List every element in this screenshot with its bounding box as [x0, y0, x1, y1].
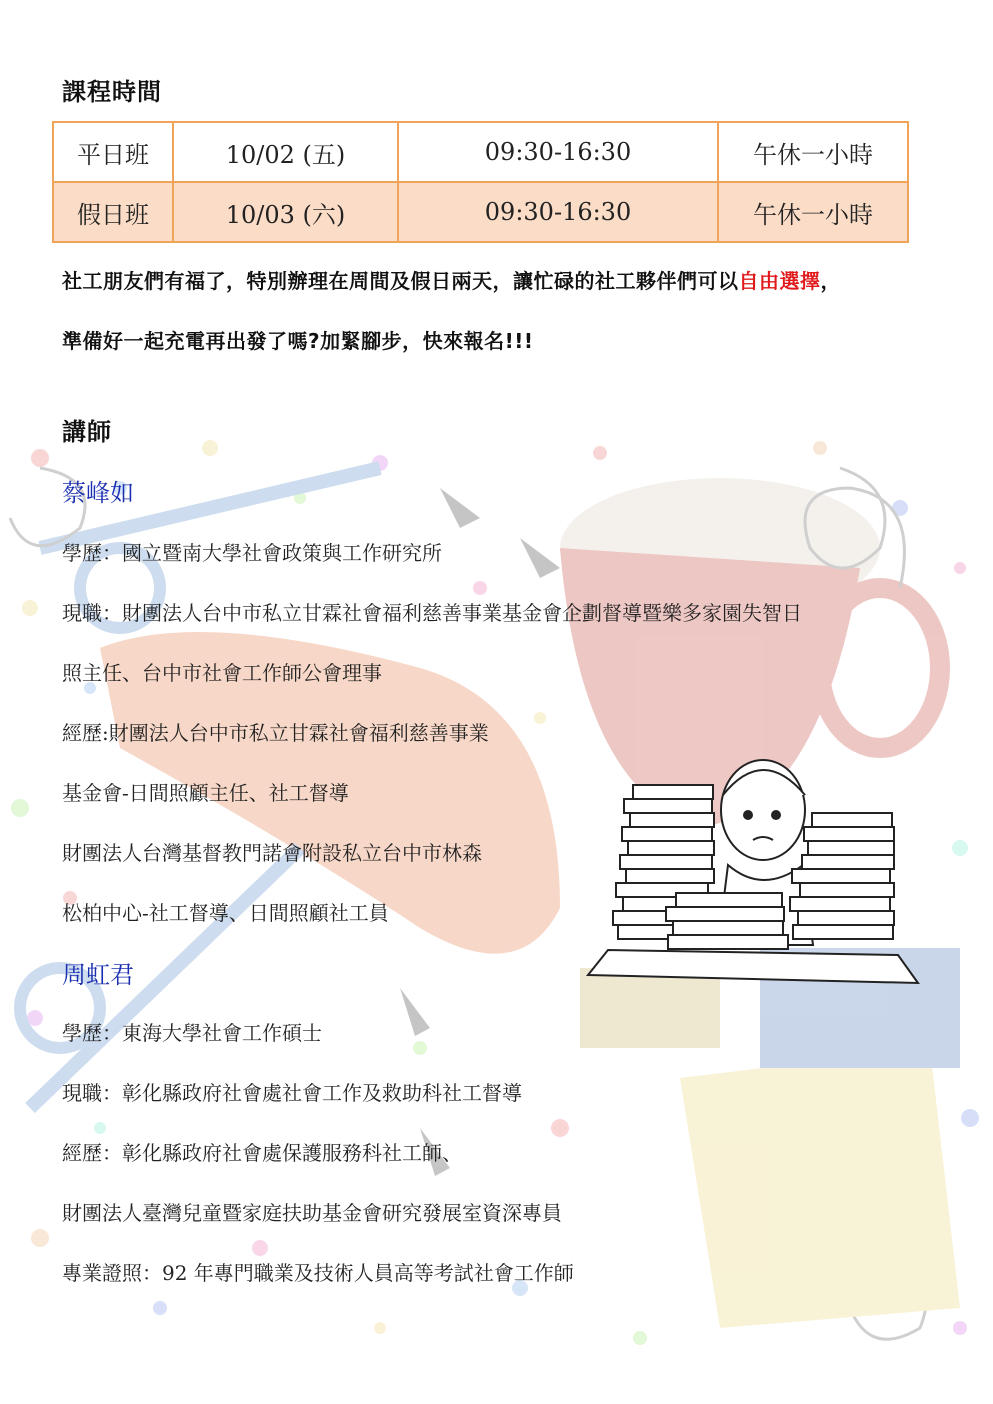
date-cell: 10/02 (五): [173, 122, 398, 182]
notice-punctuation: ，: [820, 269, 841, 293]
date-cell: 10/03 (六): [173, 182, 398, 242]
instructor-name: 周虹君: [62, 961, 134, 989]
instructor-name: 蔡峰如: [62, 479, 134, 507]
time-cell: 09:30-16:30: [398, 122, 718, 182]
instructor-detail-line: 現職：財團法人台中市私立甘霖社會福利慈善事業基金會企劃督導暨樂多家園失智日: [62, 601, 802, 625]
instructor-detail-line: 專業證照：92 年專門職業及技術人員高等考試社會工作師: [62, 1261, 574, 1285]
notice-highlight: 自由選擇: [738, 269, 821, 293]
table-row-weekend: [53, 182, 908, 242]
instructor-detail-line: 松柏中心-社工督導、日間照顧社工員: [62, 901, 389, 925]
notice-line-2: 準備好一起充電再出發了嗎?加緊腳步，快來報名!!!: [62, 329, 534, 353]
lunch-note-cell: 午休一小時: [718, 122, 908, 182]
class-cell: 平日班: [53, 122, 173, 182]
notice-text: 社工朋友們有福了，特別辦理在周間及假日兩天，讓忙碌的社工夥伴們可以: [62, 269, 739, 293]
instructors-heading: 講師: [62, 418, 112, 446]
course-time-heading: 課程時間: [62, 78, 162, 106]
table-row-weekday: [53, 122, 908, 182]
instructor-detail-line: 現職：彰化縣政府社會處社會工作及救助科社工督導: [62, 1081, 522, 1105]
instructor-detail-line: 財團法人台灣基督教門諾會附設私立台中市林森: [62, 841, 482, 865]
notice-line-1: [62, 265, 841, 294]
instructor-detail-line: 經歷:財團法人台中市私立甘霖社會福利慈善事業: [62, 721, 489, 745]
instructor-detail-line: 學歷：國立暨南大學社會政策與工作研究所: [62, 541, 442, 565]
lunch-note-cell: 午休一小時: [718, 182, 908, 242]
schedule-table: [52, 121, 909, 243]
class-cell: 假日班: [53, 182, 173, 242]
instructor-detail-line: 財團法人臺灣兒童暨家庭扶助基金會研究發展室資深專員: [62, 1201, 562, 1225]
instructor-detail-line: 照主任、台中市社會工作師公會理事: [62, 661, 382, 685]
time-cell: 09:30-16:30: [398, 182, 718, 242]
stressed-person-with-book-stacks-illustration: [578, 755, 923, 995]
instructor-detail-line: 基金會-日間照顧主任、社工督導: [62, 781, 349, 805]
instructor-detail-line: 經歷：彰化縣政府社會處保護服務科社工師、: [62, 1141, 462, 1165]
instructor-detail-line: 學歷：東海大學社會工作碩士: [62, 1021, 322, 1045]
